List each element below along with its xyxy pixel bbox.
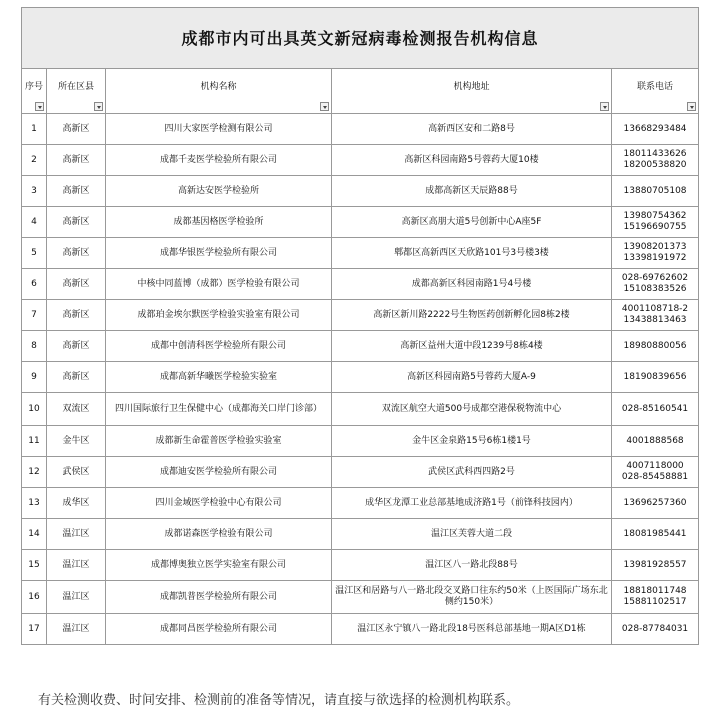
table-row bbox=[22, 176, 699, 207]
row-institution-name: 四川大家医学检测有限公司 bbox=[106, 114, 332, 145]
row-number: 15 bbox=[22, 550, 47, 581]
row-number: 4 bbox=[22, 207, 47, 238]
table-row bbox=[22, 207, 699, 238]
row-number: 8 bbox=[22, 331, 47, 362]
table-row bbox=[22, 145, 699, 176]
row-phone: 18980880056 bbox=[612, 331, 699, 362]
row-institution-name: 中核中同蓝博（成都）医学检验有限公司 bbox=[106, 269, 332, 300]
row-address: 成华区龙潭工业总部基地成济路1号（前锋科技园内） bbox=[332, 488, 612, 519]
table-row bbox=[22, 300, 699, 331]
row-district: 高新区 bbox=[47, 331, 106, 362]
column-header-no: 序号 bbox=[22, 69, 47, 114]
row-phone: 18190839656 bbox=[612, 362, 699, 393]
table-row bbox=[22, 581, 699, 614]
row-institution-name: 成都迪安医学检验所有限公司 bbox=[106, 457, 332, 488]
row-phone: 18011433626 18200538820 bbox=[612, 145, 699, 176]
table-row bbox=[22, 331, 699, 362]
row-district: 高新区 bbox=[47, 176, 106, 207]
row-phone: 4007118000 028-85458881 bbox=[612, 457, 699, 488]
row-district: 双流区 bbox=[47, 393, 106, 426]
row-number: 12 bbox=[22, 457, 47, 488]
row-address: 温江区和居路与八一路北段交叉路口往东约50米（上医国际广场东北侧约150米） bbox=[332, 581, 612, 614]
row-number: 17 bbox=[22, 614, 47, 645]
filter-dropdown-icon[interactable] bbox=[94, 102, 103, 111]
row-institution-name: 四川金域医学检验中心有限公司 bbox=[106, 488, 332, 519]
row-number: 13 bbox=[22, 488, 47, 519]
table-row bbox=[22, 238, 699, 269]
table-row bbox=[22, 269, 699, 300]
table-row bbox=[22, 362, 699, 393]
row-district: 高新区 bbox=[47, 300, 106, 331]
institution-table bbox=[21, 7, 699, 645]
column-header-name: 机构名称 bbox=[106, 69, 332, 114]
column-header-address: 机构地址 bbox=[332, 69, 612, 114]
filter-dropdown-icon[interactable] bbox=[600, 102, 609, 111]
table-row bbox=[22, 426, 699, 457]
row-phone: 13668293484 bbox=[612, 114, 699, 145]
row-address: 金牛区金泉路15号6栋1楼1号 bbox=[332, 426, 612, 457]
row-phone: 13981928557 bbox=[612, 550, 699, 581]
table-row bbox=[22, 614, 699, 645]
footer-note: 有关检测收费、时间安排、检测前的准备等情况，请直接与欲选择的检测机构联系。 bbox=[38, 693, 520, 708]
row-number: 3 bbox=[22, 176, 47, 207]
column-header-district: 所在区县 bbox=[47, 69, 106, 114]
row-number: 16 bbox=[22, 581, 47, 614]
row-district: 高新区 bbox=[47, 362, 106, 393]
row-address: 郫都区高新西区天欣路101号3号楼3楼 bbox=[332, 238, 612, 269]
row-institution-name: 成都华银医学检验所有限公司 bbox=[106, 238, 332, 269]
row-district: 温江区 bbox=[47, 519, 106, 550]
row-address: 高新西区安和二路8号 bbox=[332, 114, 612, 145]
row-address: 双流区航空大道500号成都空港保税物流中心 bbox=[332, 393, 612, 426]
row-address: 成都高新区天辰路88号 bbox=[332, 176, 612, 207]
report-sheet bbox=[21, 7, 698, 645]
row-address: 高新区科园南路5号蓉药大厦A-9 bbox=[332, 362, 612, 393]
row-number: 6 bbox=[22, 269, 47, 300]
row-district: 温江区 bbox=[47, 614, 106, 645]
row-institution-name: 高新达安医学检验所 bbox=[106, 176, 332, 207]
row-district: 高新区 bbox=[47, 238, 106, 269]
row-phone: 13908201373 13398191972 bbox=[612, 238, 699, 269]
table-title: 成都市内可出具英文新冠病毒检测报告机构信息 bbox=[22, 8, 699, 69]
row-institution-name: 成都新生命霍普医学检验实验室 bbox=[106, 426, 332, 457]
row-institution-name: 成都凯普医学检验所有限公司 bbox=[106, 581, 332, 614]
row-number: 9 bbox=[22, 362, 47, 393]
row-phone: 18818011748 15881102517 bbox=[612, 581, 699, 614]
row-institution-name: 成都珀金埃尔默医学检验实验室有限公司 bbox=[106, 300, 332, 331]
row-number: 10 bbox=[22, 393, 47, 426]
table-row bbox=[22, 114, 699, 145]
row-phone: 13696257360 bbox=[612, 488, 699, 519]
row-address: 武侯区武科西四路2号 bbox=[332, 457, 612, 488]
column-header-phone: 联系电话 bbox=[612, 69, 699, 114]
filter-dropdown-icon[interactable] bbox=[35, 102, 44, 111]
filter-dropdown-icon[interactable] bbox=[320, 102, 329, 111]
row-phone: 4001108718-2 13438813463 bbox=[612, 300, 699, 331]
row-institution-name: 成都博奥独立医学实验室有限公司 bbox=[106, 550, 332, 581]
row-phone: 028-87784031 bbox=[612, 614, 699, 645]
row-number: 11 bbox=[22, 426, 47, 457]
row-phone: 028-85160541 bbox=[612, 393, 699, 426]
row-phone: 13880705108 bbox=[612, 176, 699, 207]
row-district: 高新区 bbox=[47, 145, 106, 176]
row-number: 7 bbox=[22, 300, 47, 331]
row-address: 高新区益州大道中段1239号8栋4楼 bbox=[332, 331, 612, 362]
row-phone: 13980754362 15196690755 bbox=[612, 207, 699, 238]
row-district: 武侯区 bbox=[47, 457, 106, 488]
row-institution-name: 成都中创清科医学检验所有限公司 bbox=[106, 331, 332, 362]
row-district: 高新区 bbox=[47, 114, 106, 145]
row-phone: 028-69762602 15108383526 bbox=[612, 269, 699, 300]
row-institution-name: 成都诺森医学检验有限公司 bbox=[106, 519, 332, 550]
row-district: 成华区 bbox=[47, 488, 106, 519]
row-phone: 18081985441 bbox=[612, 519, 699, 550]
row-institution-name: 成都高新华曦医学检验实验室 bbox=[106, 362, 332, 393]
table-row bbox=[22, 550, 699, 581]
table-row bbox=[22, 457, 699, 488]
row-district: 金牛区 bbox=[47, 426, 106, 457]
row-district: 温江区 bbox=[47, 550, 106, 581]
row-phone: 4001888568 bbox=[612, 426, 699, 457]
row-institution-name: 四川国际旅行卫生保健中心（成都海关口岸门诊部） bbox=[106, 393, 332, 426]
row-address: 温江区芙蓉大道二段 bbox=[332, 519, 612, 550]
row-address: 温江区八一路北段88号 bbox=[332, 550, 612, 581]
row-address: 成都高新区科园南路1号4号楼 bbox=[332, 269, 612, 300]
row-institution-name: 成都同昌医学检验所有限公司 bbox=[106, 614, 332, 645]
table-row bbox=[22, 393, 699, 426]
row-number: 14 bbox=[22, 519, 47, 550]
row-address: 温江区永宁镇八一路北段18号医科总部基地一期A区D1栋 bbox=[332, 614, 612, 645]
row-number: 2 bbox=[22, 145, 47, 176]
row-number: 1 bbox=[22, 114, 47, 145]
row-address: 高新区新川路2222号生物医药创新孵化园8栋2楼 bbox=[332, 300, 612, 331]
row-address: 高新区科园南路5号蓉药大厦10楼 bbox=[332, 145, 612, 176]
row-institution-name: 成都千麦医学检验所有限公司 bbox=[106, 145, 332, 176]
filter-dropdown-icon[interactable] bbox=[687, 102, 696, 111]
row-district: 温江区 bbox=[47, 581, 106, 614]
row-address: 高新区高朋大道5号创新中心A座5F bbox=[332, 207, 612, 238]
table-row bbox=[22, 519, 699, 550]
row-district: 高新区 bbox=[47, 269, 106, 300]
table-row bbox=[22, 488, 699, 519]
row-institution-name: 成都基因格医学检验所 bbox=[106, 207, 332, 238]
row-district: 高新区 bbox=[47, 207, 106, 238]
row-number: 5 bbox=[22, 238, 47, 269]
